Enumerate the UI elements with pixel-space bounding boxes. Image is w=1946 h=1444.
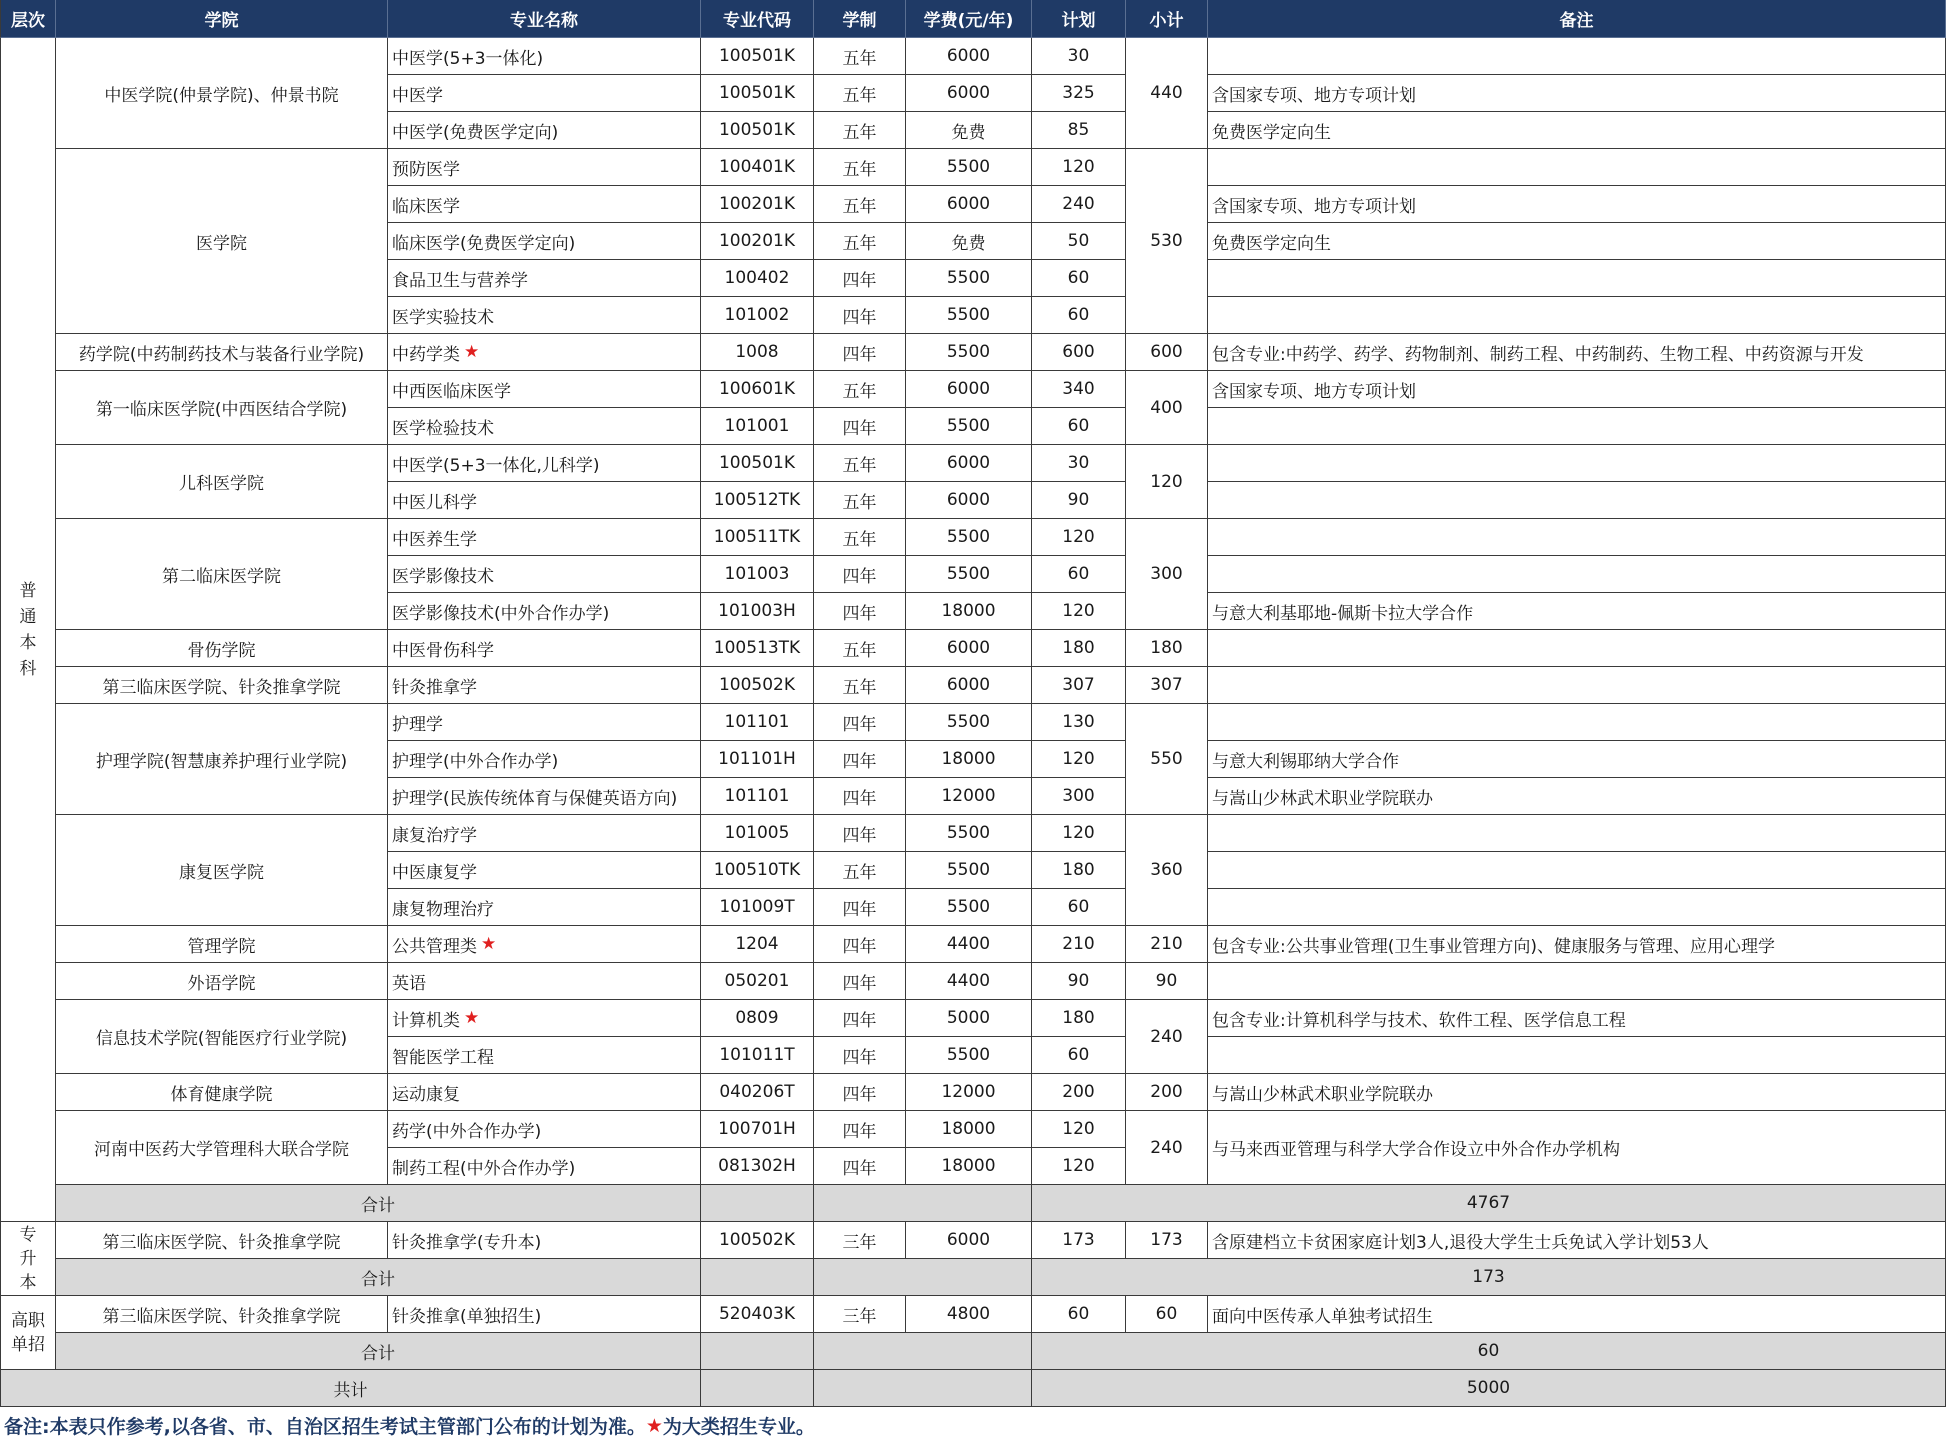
major-years: 四年 bbox=[814, 889, 906, 926]
major-name: 针灸推拿学 bbox=[388, 667, 701, 704]
major-years: 五年 bbox=[814, 149, 906, 186]
subtotal-cell: 210 bbox=[1126, 926, 1208, 963]
major-years: 四年 bbox=[814, 1037, 906, 1074]
major-years: 四年 bbox=[814, 741, 906, 778]
college-cell: 外语学院 bbox=[56, 963, 388, 1000]
major-code: 101002 bbox=[701, 297, 814, 334]
college-cell: 体育健康学院 bbox=[56, 1074, 388, 1111]
major-years: 四年 bbox=[814, 778, 906, 815]
major-code: 101001 bbox=[701, 408, 814, 445]
major-fee: 5500 bbox=[906, 334, 1032, 371]
major-code: 520403K bbox=[701, 1296, 814, 1333]
major-years: 四年 bbox=[814, 260, 906, 297]
star-icon: ★ bbox=[464, 1008, 480, 1028]
major-name-text: 公共管理类 bbox=[392, 936, 477, 957]
major-fee: 6000 bbox=[906, 186, 1032, 223]
major-fee: 18000 bbox=[906, 593, 1032, 630]
major-plan: 600 bbox=[1032, 334, 1126, 371]
major-code: 100513TK bbox=[701, 630, 814, 667]
subtotal-cell: 180 bbox=[1126, 630, 1208, 667]
major-code: 100501K bbox=[701, 38, 814, 75]
major-plan: 90 bbox=[1032, 963, 1126, 1000]
total-blank bbox=[701, 1259, 814, 1296]
college-cell: 药学院(中药制药技术与装备行业学院) bbox=[56, 334, 388, 371]
major-years: 四年 bbox=[814, 334, 906, 371]
header-plan: 计划 bbox=[1032, 0, 1126, 38]
level-char: 升 bbox=[19, 1248, 37, 1269]
major-plan: 240 bbox=[1032, 186, 1126, 223]
major-plan: 60 bbox=[1032, 1296, 1126, 1333]
major-name: 医学检验技术 bbox=[388, 408, 701, 445]
major-years: 五年 bbox=[814, 852, 906, 889]
subtotal-cell: 60 bbox=[1126, 1296, 1208, 1333]
major-name: 中医学(免费医学定向) bbox=[388, 112, 701, 149]
note-cell bbox=[1208, 297, 1946, 334]
subtotal-cell: 240 bbox=[1126, 1000, 1208, 1074]
major-name: 食品卫生与营养学 bbox=[388, 260, 701, 297]
major-code: 101101 bbox=[701, 704, 814, 741]
major-years: 三年 bbox=[814, 1296, 906, 1333]
level-char: 科 bbox=[19, 658, 37, 679]
major-name-text: 计算机类 bbox=[392, 1010, 460, 1031]
college-cell: 第一临床医学院(中西医结合学院) bbox=[56, 371, 388, 445]
note-cell bbox=[1208, 630, 1946, 667]
header-level: 层次 bbox=[0, 0, 56, 38]
major-name: 制药工程(中外合作办学) bbox=[388, 1148, 701, 1185]
level-char: 通 bbox=[19, 606, 37, 627]
note-cell bbox=[1208, 38, 1946, 75]
note-cell: 含国家专项、地方专项计划 bbox=[1208, 186, 1946, 223]
major-fee: 免费 bbox=[906, 223, 1032, 260]
level-char: 本 bbox=[19, 1272, 37, 1293]
major-plan: 130 bbox=[1032, 704, 1126, 741]
major-code: 101005 bbox=[701, 815, 814, 852]
subtotal-cell: 600 bbox=[1126, 334, 1208, 371]
major-code: 100501K bbox=[701, 112, 814, 149]
major-plan: 120 bbox=[1032, 815, 1126, 852]
major-years: 四年 bbox=[814, 926, 906, 963]
major-code: 0809 bbox=[701, 1000, 814, 1037]
college-cell: 管理学院 bbox=[56, 926, 388, 963]
major-years: 四年 bbox=[814, 1148, 906, 1185]
major-fee: 6000 bbox=[906, 630, 1032, 667]
major-fee: 6000 bbox=[906, 667, 1032, 704]
note-cell bbox=[1208, 149, 1946, 186]
major-fee: 5500 bbox=[906, 889, 1032, 926]
subtotal-cell: 440 bbox=[1126, 38, 1208, 149]
total-blank bbox=[814, 1333, 1032, 1370]
major-plan: 85 bbox=[1032, 112, 1126, 149]
note-cell bbox=[1208, 1037, 1946, 1074]
subtotal-cell: 120 bbox=[1126, 445, 1208, 519]
major-code: 101101 bbox=[701, 778, 814, 815]
college-cell: 儿科医学院 bbox=[56, 445, 388, 519]
college-cell: 中医学院(仲景学院)、仲景书院 bbox=[56, 38, 388, 149]
major-name: 预防医学 bbox=[388, 149, 701, 186]
major-plan: 60 bbox=[1032, 297, 1126, 334]
note-cell bbox=[1208, 963, 1946, 1000]
major-name: 英语 bbox=[388, 963, 701, 1000]
major-name: 针灸推拿(单独招生) bbox=[388, 1296, 701, 1333]
major-name: 中医学 bbox=[388, 75, 701, 112]
major-name: 医学影像技术 bbox=[388, 556, 701, 593]
college-cell: 骨伤学院 bbox=[56, 630, 388, 667]
major-plan: 120 bbox=[1032, 741, 1126, 778]
major-years: 四年 bbox=[814, 556, 906, 593]
header-code: 专业代码 bbox=[701, 0, 814, 38]
major-name: 康复治疗学 bbox=[388, 815, 701, 852]
major-code: 101003H bbox=[701, 593, 814, 630]
major-name: 针灸推拿学(专升本) bbox=[388, 1222, 701, 1259]
major-plan: 180 bbox=[1032, 1000, 1126, 1037]
major-plan: 120 bbox=[1032, 149, 1126, 186]
major-years: 五年 bbox=[814, 186, 906, 223]
total-blank bbox=[814, 1370, 1032, 1407]
total-value-vocational: 60 bbox=[1032, 1333, 1946, 1370]
header-major: 专业名称 bbox=[388, 0, 701, 38]
grand-total-value: 5000 bbox=[1032, 1370, 1946, 1407]
major-fee: 18000 bbox=[906, 1148, 1032, 1185]
note-cell bbox=[1208, 815, 1946, 852]
major-plan: 30 bbox=[1032, 445, 1126, 482]
major-code: 100501K bbox=[701, 75, 814, 112]
major-years: 五年 bbox=[814, 482, 906, 519]
major-name: 护理学(民族传统体育与保健英语方向) bbox=[388, 778, 701, 815]
subtotal-cell: 173 bbox=[1126, 1222, 1208, 1259]
major-fee: 6000 bbox=[906, 445, 1032, 482]
note-cell: 与嵩山少林武术职业学院联办 bbox=[1208, 778, 1946, 815]
total-label-undergrad: 合计 bbox=[56, 1185, 701, 1222]
major-plan: 173 bbox=[1032, 1222, 1126, 1259]
note-cell: 免费医学定向生 bbox=[1208, 112, 1946, 149]
major-code: 100601K bbox=[701, 371, 814, 408]
level-char: 普 bbox=[19, 580, 37, 601]
college-cell: 第三临床医学院、针灸推拿学院 bbox=[56, 1222, 388, 1259]
star-icon: ★ bbox=[645, 1414, 663, 1437]
major-name: 中医学(5+3一体化,儿科学) bbox=[388, 445, 701, 482]
total-label-vocational: 合计 bbox=[56, 1333, 701, 1370]
major-name: 中医儿科学 bbox=[388, 482, 701, 519]
note-cell: 与嵩山少林武术职业学院联办 bbox=[1208, 1074, 1946, 1111]
subtotal-cell: 550 bbox=[1126, 704, 1208, 815]
major-years: 五年 bbox=[814, 630, 906, 667]
major-code: 100502K bbox=[701, 1222, 814, 1259]
major-years: 五年 bbox=[814, 519, 906, 556]
major-years: 五年 bbox=[814, 371, 906, 408]
major-years: 三年 bbox=[814, 1222, 906, 1259]
note-cell bbox=[1208, 260, 1946, 297]
major-years: 五年 bbox=[814, 223, 906, 260]
note-cell bbox=[1208, 667, 1946, 704]
note-cell: 包含专业:中药学、药学、药物制剂、制药工程、中药制药、生物工程、中药资源与开发 bbox=[1208, 334, 1946, 371]
major-plan: 60 bbox=[1032, 889, 1126, 926]
major-plan: 200 bbox=[1032, 1074, 1126, 1111]
major-code: 100510TK bbox=[701, 852, 814, 889]
note-cell bbox=[1208, 852, 1946, 889]
major-code: 101003 bbox=[701, 556, 814, 593]
level-upgrade bbox=[0, 1222, 56, 1296]
major-name: 运动康复 bbox=[388, 1074, 701, 1111]
note-cell: 含原建档立卡贫困家庭计划3人,退役大学生士兵免试入学计划53人 bbox=[1208, 1222, 1946, 1259]
major-code: 100201K bbox=[701, 186, 814, 223]
note-cell bbox=[1208, 889, 1946, 926]
major-name bbox=[388, 334, 701, 371]
note-cell bbox=[1208, 482, 1946, 519]
major-fee: 18000 bbox=[906, 1111, 1032, 1148]
major-fee: 5500 bbox=[906, 704, 1032, 741]
major-name: 中医养生学 bbox=[388, 519, 701, 556]
level-char: 单招 bbox=[11, 1334, 45, 1355]
major-plan: 60 bbox=[1032, 260, 1126, 297]
college-cell: 河南中医药大学管理科大联合学院 bbox=[56, 1111, 388, 1185]
college-cell: 第三临床医学院、针灸推拿学院 bbox=[56, 667, 388, 704]
subtotal-cell: 240 bbox=[1126, 1111, 1208, 1185]
major-fee: 5500 bbox=[906, 297, 1032, 334]
note-cell bbox=[1208, 556, 1946, 593]
note-cell: 与意大利基耶地-佩斯卡拉大学合作 bbox=[1208, 593, 1946, 630]
major-fee: 5500 bbox=[906, 852, 1032, 889]
major-code: 100511TK bbox=[701, 519, 814, 556]
college-cell: 护理学院(智慧康养护理行业学院) bbox=[56, 704, 388, 815]
level-vocational bbox=[0, 1296, 56, 1370]
total-blank bbox=[814, 1185, 1032, 1222]
major-name: 医学影像技术(中外合作办学) bbox=[388, 593, 701, 630]
note-cell: 包含专业:计算机科学与技术、软件工程、医学信息工程 bbox=[1208, 1000, 1946, 1037]
major-years: 四年 bbox=[814, 1000, 906, 1037]
major-code: 100402 bbox=[701, 260, 814, 297]
major-code: 050201 bbox=[701, 963, 814, 1000]
note-cell: 免费医学定向生 bbox=[1208, 223, 1946, 260]
subtotal-cell: 90 bbox=[1126, 963, 1208, 1000]
college-cell: 信息技术学院(智能医疗行业学院) bbox=[56, 1000, 388, 1074]
major-fee: 6000 bbox=[906, 38, 1032, 75]
major-plan: 120 bbox=[1032, 593, 1126, 630]
header-college: 学院 bbox=[56, 0, 388, 38]
major-name: 中医学(5+3一体化) bbox=[388, 38, 701, 75]
major-name: 中医骨伤科学 bbox=[388, 630, 701, 667]
total-value-undergrad: 4767 bbox=[1032, 1185, 1946, 1222]
major-fee: 6000 bbox=[906, 371, 1032, 408]
major-name: 智能医学工程 bbox=[388, 1037, 701, 1074]
major-fee: 5500 bbox=[906, 149, 1032, 186]
major-name: 临床医学(免费医学定向) bbox=[388, 223, 701, 260]
note-cell: 含国家专项、地方专项计划 bbox=[1208, 371, 1946, 408]
footer-suffix: 为大类招生专业。 bbox=[662, 1416, 815, 1438]
major-years: 五年 bbox=[814, 667, 906, 704]
major-plan: 120 bbox=[1032, 1148, 1126, 1185]
major-plan: 60 bbox=[1032, 408, 1126, 445]
college-cell: 医学院 bbox=[56, 149, 388, 334]
subtotal-cell: 530 bbox=[1126, 149, 1208, 334]
major-years: 四年 bbox=[814, 963, 906, 1000]
major-plan: 307 bbox=[1032, 667, 1126, 704]
major-years: 四年 bbox=[814, 593, 906, 630]
major-name: 康复物理治疗 bbox=[388, 889, 701, 926]
level-char: 专 bbox=[19, 1224, 37, 1245]
note-cell bbox=[1208, 519, 1946, 556]
major-code: 1008 bbox=[701, 334, 814, 371]
major-code: 101009T bbox=[701, 889, 814, 926]
major-fee: 12000 bbox=[906, 1074, 1032, 1111]
major-fee: 4800 bbox=[906, 1296, 1032, 1333]
note-cell: 与意大利锡耶纳大学合作 bbox=[1208, 741, 1946, 778]
major-fee: 5500 bbox=[906, 1037, 1032, 1074]
major-plan: 300 bbox=[1032, 778, 1126, 815]
major-plan: 325 bbox=[1032, 75, 1126, 112]
subtotal-cell: 300 bbox=[1126, 519, 1208, 630]
major-code: 040206T bbox=[701, 1074, 814, 1111]
major-code: 1204 bbox=[701, 926, 814, 963]
major-fee: 6000 bbox=[906, 75, 1032, 112]
major-fee: 18000 bbox=[906, 741, 1032, 778]
major-fee: 5500 bbox=[906, 408, 1032, 445]
major-years: 四年 bbox=[814, 1111, 906, 1148]
level-char: 本 bbox=[19, 632, 37, 653]
note-cell: 与马来西亚管理与科学大学合作设立中外合作办学机构 bbox=[1208, 1111, 1946, 1185]
note-cell: 含国家专项、地方专项计划 bbox=[1208, 75, 1946, 112]
major-code: 100701H bbox=[701, 1111, 814, 1148]
major-fee: 5000 bbox=[906, 1000, 1032, 1037]
major-years: 五年 bbox=[814, 112, 906, 149]
star-icon: ★ bbox=[481, 934, 497, 954]
college-cell: 康复医学院 bbox=[56, 815, 388, 926]
major-code: 101101H bbox=[701, 741, 814, 778]
major-name bbox=[388, 1000, 701, 1037]
major-fee: 6000 bbox=[906, 1222, 1032, 1259]
major-code: 100502K bbox=[701, 667, 814, 704]
major-code: 101011T bbox=[701, 1037, 814, 1074]
note-cell bbox=[1208, 408, 1946, 445]
major-fee: 5500 bbox=[906, 519, 1032, 556]
major-plan: 180 bbox=[1032, 852, 1126, 889]
major-years: 四年 bbox=[814, 704, 906, 741]
college-cell: 第二临床医学院 bbox=[56, 519, 388, 630]
major-plan: 60 bbox=[1032, 1037, 1126, 1074]
major-fee: 免费 bbox=[906, 112, 1032, 149]
major-code: 100501K bbox=[701, 445, 814, 482]
major-name: 临床医学 bbox=[388, 186, 701, 223]
major-code: 100512TK bbox=[701, 482, 814, 519]
major-fee: 4400 bbox=[906, 926, 1032, 963]
major-fee: 5500 bbox=[906, 815, 1032, 852]
level-undergrad bbox=[0, 38, 56, 1222]
total-value-upgrade: 173 bbox=[1032, 1259, 1946, 1296]
major-name: 药学(中外合作办学) bbox=[388, 1111, 701, 1148]
major-name bbox=[388, 926, 701, 963]
major-plan: 120 bbox=[1032, 519, 1126, 556]
star-icon: ★ bbox=[464, 342, 480, 362]
note-cell: 包含专业:公共事业管理(卫生事业管理方向)、健康服务与管理、应用心理学 bbox=[1208, 926, 1946, 963]
major-years: 五年 bbox=[814, 38, 906, 75]
major-plan: 180 bbox=[1032, 630, 1126, 667]
subtotal-cell: 360 bbox=[1126, 815, 1208, 926]
header-fee: 学费(元/年) bbox=[906, 0, 1032, 38]
major-years: 四年 bbox=[814, 408, 906, 445]
major-name: 护理学 bbox=[388, 704, 701, 741]
major-fee: 5500 bbox=[906, 260, 1032, 297]
major-name: 医学实验技术 bbox=[388, 297, 701, 334]
level-char: 高职 bbox=[11, 1310, 45, 1331]
footer-prefix: 备注:本表只作参考,以各省、市、自治区招生考试主管部门公布的计划为准。 bbox=[4, 1416, 646, 1438]
subtotal-cell: 400 bbox=[1126, 371, 1208, 445]
major-plan: 30 bbox=[1032, 38, 1126, 75]
major-plan: 120 bbox=[1032, 1111, 1126, 1148]
major-name: 中西医临床医学 bbox=[388, 371, 701, 408]
major-plan: 90 bbox=[1032, 482, 1126, 519]
major-years: 四年 bbox=[814, 815, 906, 852]
major-fee: 12000 bbox=[906, 778, 1032, 815]
major-fee: 5500 bbox=[906, 556, 1032, 593]
total-label-upgrade: 合计 bbox=[56, 1259, 701, 1296]
major-code: 100201K bbox=[701, 223, 814, 260]
major-years: 五年 bbox=[814, 75, 906, 112]
total-blank bbox=[814, 1259, 1032, 1296]
note-cell bbox=[1208, 704, 1946, 741]
header-note: 备注 bbox=[1208, 0, 1946, 38]
major-plan: 60 bbox=[1032, 556, 1126, 593]
header-years: 学制 bbox=[814, 0, 906, 38]
note-cell: 面向中医传承人单独考试招生 bbox=[1208, 1296, 1946, 1333]
total-blank bbox=[701, 1370, 814, 1407]
grand-total-label: 共计 bbox=[0, 1370, 701, 1407]
major-name: 护理学(中外合作办学) bbox=[388, 741, 701, 778]
total-blank bbox=[701, 1185, 814, 1222]
major-years: 四年 bbox=[814, 1074, 906, 1111]
header-subtotal: 小计 bbox=[1126, 0, 1208, 38]
college-cell: 第三临床医学院、针灸推拿学院 bbox=[56, 1296, 388, 1333]
major-code: 081302H bbox=[701, 1148, 814, 1185]
major-code: 100401K bbox=[701, 149, 814, 186]
major-plan: 340 bbox=[1032, 371, 1126, 408]
major-fee: 4400 bbox=[906, 963, 1032, 1000]
major-plan: 50 bbox=[1032, 223, 1126, 260]
major-fee: 6000 bbox=[906, 482, 1032, 519]
subtotal-cell: 200 bbox=[1126, 1074, 1208, 1111]
note-cell bbox=[1208, 445, 1946, 482]
total-blank bbox=[701, 1333, 814, 1370]
major-years: 五年 bbox=[814, 445, 906, 482]
footer-note bbox=[0, 1407, 1946, 1444]
major-plan: 210 bbox=[1032, 926, 1126, 963]
major-years: 四年 bbox=[814, 297, 906, 334]
major-name-text: 中药学类 bbox=[392, 344, 460, 365]
subtotal-cell: 307 bbox=[1126, 667, 1208, 704]
major-name: 中医康复学 bbox=[388, 852, 701, 889]
